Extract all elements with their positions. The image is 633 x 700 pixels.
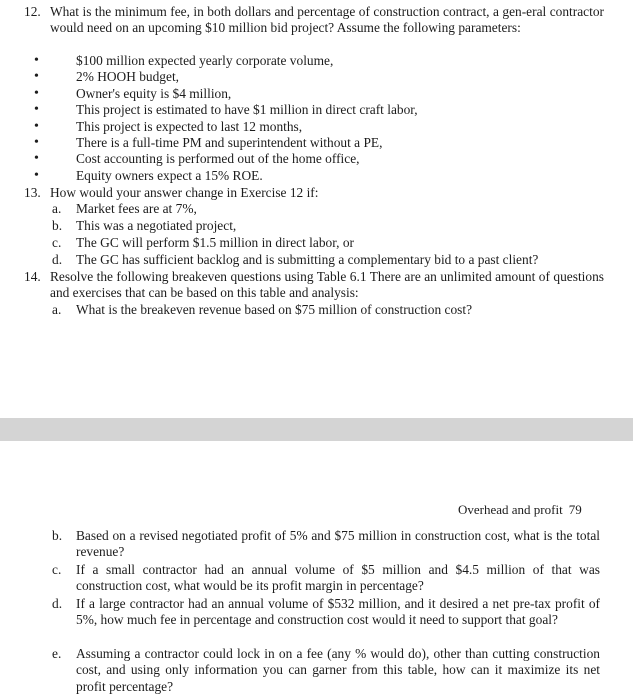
- sub-item-text: If a small contractor had an annual volume of $5 million and $4.5 million of that was construction cost, what would be its profit margin in percentage?: [76, 562, 600, 594]
- list-item: • $100 million expected yearly corporate volume,: [34, 53, 594, 69]
- parameter-list: [34, 53, 594, 184]
- sub-item: [52, 528, 600, 561]
- list-item: • Cost accounting is performed out of the home office,: [34, 151, 594, 167]
- sub-item-letter: a.: [52, 302, 62, 317]
- sub-item-letter: e.: [52, 646, 62, 661]
- sub-item: [52, 235, 612, 251]
- list-item: • Equity owners expect a 15% ROE.: [34, 168, 594, 184]
- list-item: • 2% HOOH budget,: [34, 69, 594, 85]
- sub-item-text: Market fees are at 7%,: [76, 201, 197, 216]
- sub-item-letter: b.: [52, 528, 63, 543]
- sub-item-letter: d.: [52, 596, 63, 611]
- running-header: [458, 502, 608, 518]
- sub-item: [52, 201, 612, 217]
- sub-item-letter: c.: [52, 235, 62, 250]
- list-item: • This project is estimated to have $1 million in direct craft labor,: [34, 102, 594, 118]
- header-title: Overhead and profit: [458, 502, 563, 517]
- sub-item: [52, 646, 600, 695]
- sub-item: [52, 252, 612, 268]
- sub-item-text: If a large contractor had an annual volume of $532 million, and it desired a net pre-tax profit of 5%, how much fee in percentage and construction cost would it need to support that goal?: [76, 596, 600, 628]
- question-text: What is the minimum fee, in both dollars and percentage of construction contract, a gen-eral contractor would need on an upcoming $10 million bid project? Assume the following parameters:: [50, 4, 604, 36]
- sub-item-letter: b.: [52, 218, 63, 233]
- list-item: • Owner's equity is $4 million,: [34, 86, 594, 102]
- page-number: 79: [568, 502, 582, 517]
- question-text: Resolve the following breakeven questions using Table 6.1 There are an unlimited amount of questions and exercises that can be based on this table and analysis:: [50, 269, 604, 301]
- question-14: [24, 269, 604, 302]
- sub-item-text: Assuming a contractor could lock in on a fee (any % would do), other than cutting construction cost, and using only information you can garner from this table, how can it maximize its net profit percentage?: [76, 646, 600, 694]
- question-13: [24, 185, 604, 201]
- page-separator: [0, 418, 633, 441]
- sub-item-text: The GC will perform $1.5 million in direct labor, or: [76, 235, 355, 250]
- sub-item: [52, 302, 612, 318]
- question-number: 14.: [24, 269, 41, 284]
- question-12: [24, 4, 604, 37]
- sub-item-letter: d.: [52, 252, 63, 267]
- sub-item-letter: a.: [52, 201, 62, 216]
- sub-item-text: The GC has sufficient backlog and is submitting a complementary bid to a past client?: [76, 252, 539, 267]
- list-item: • This project is expected to last 12 months,: [34, 119, 594, 135]
- question-text: How would your answer change in Exercise 12 if:: [50, 185, 319, 200]
- sub-item: [52, 562, 600, 595]
- sub-item-text: This was a negotiated project,: [76, 218, 237, 233]
- sub-item-text: Based on a revised negotiated profit of 5% and $75 million in construction cost, what is the total revenue?: [76, 528, 600, 560]
- sub-item: [52, 596, 600, 629]
- page-bottom: [0, 441, 633, 700]
- sub-item: [52, 218, 612, 234]
- sub-item-text: What is the breakeven revenue based on $75 million of construction cost?: [76, 302, 473, 317]
- question-number: 13.: [24, 185, 41, 200]
- question-number: 12.: [24, 4, 41, 19]
- sub-item-letter: c.: [52, 562, 62, 577]
- list-item: • There is a full-time PM and superintendent without a PE,: [34, 135, 594, 151]
